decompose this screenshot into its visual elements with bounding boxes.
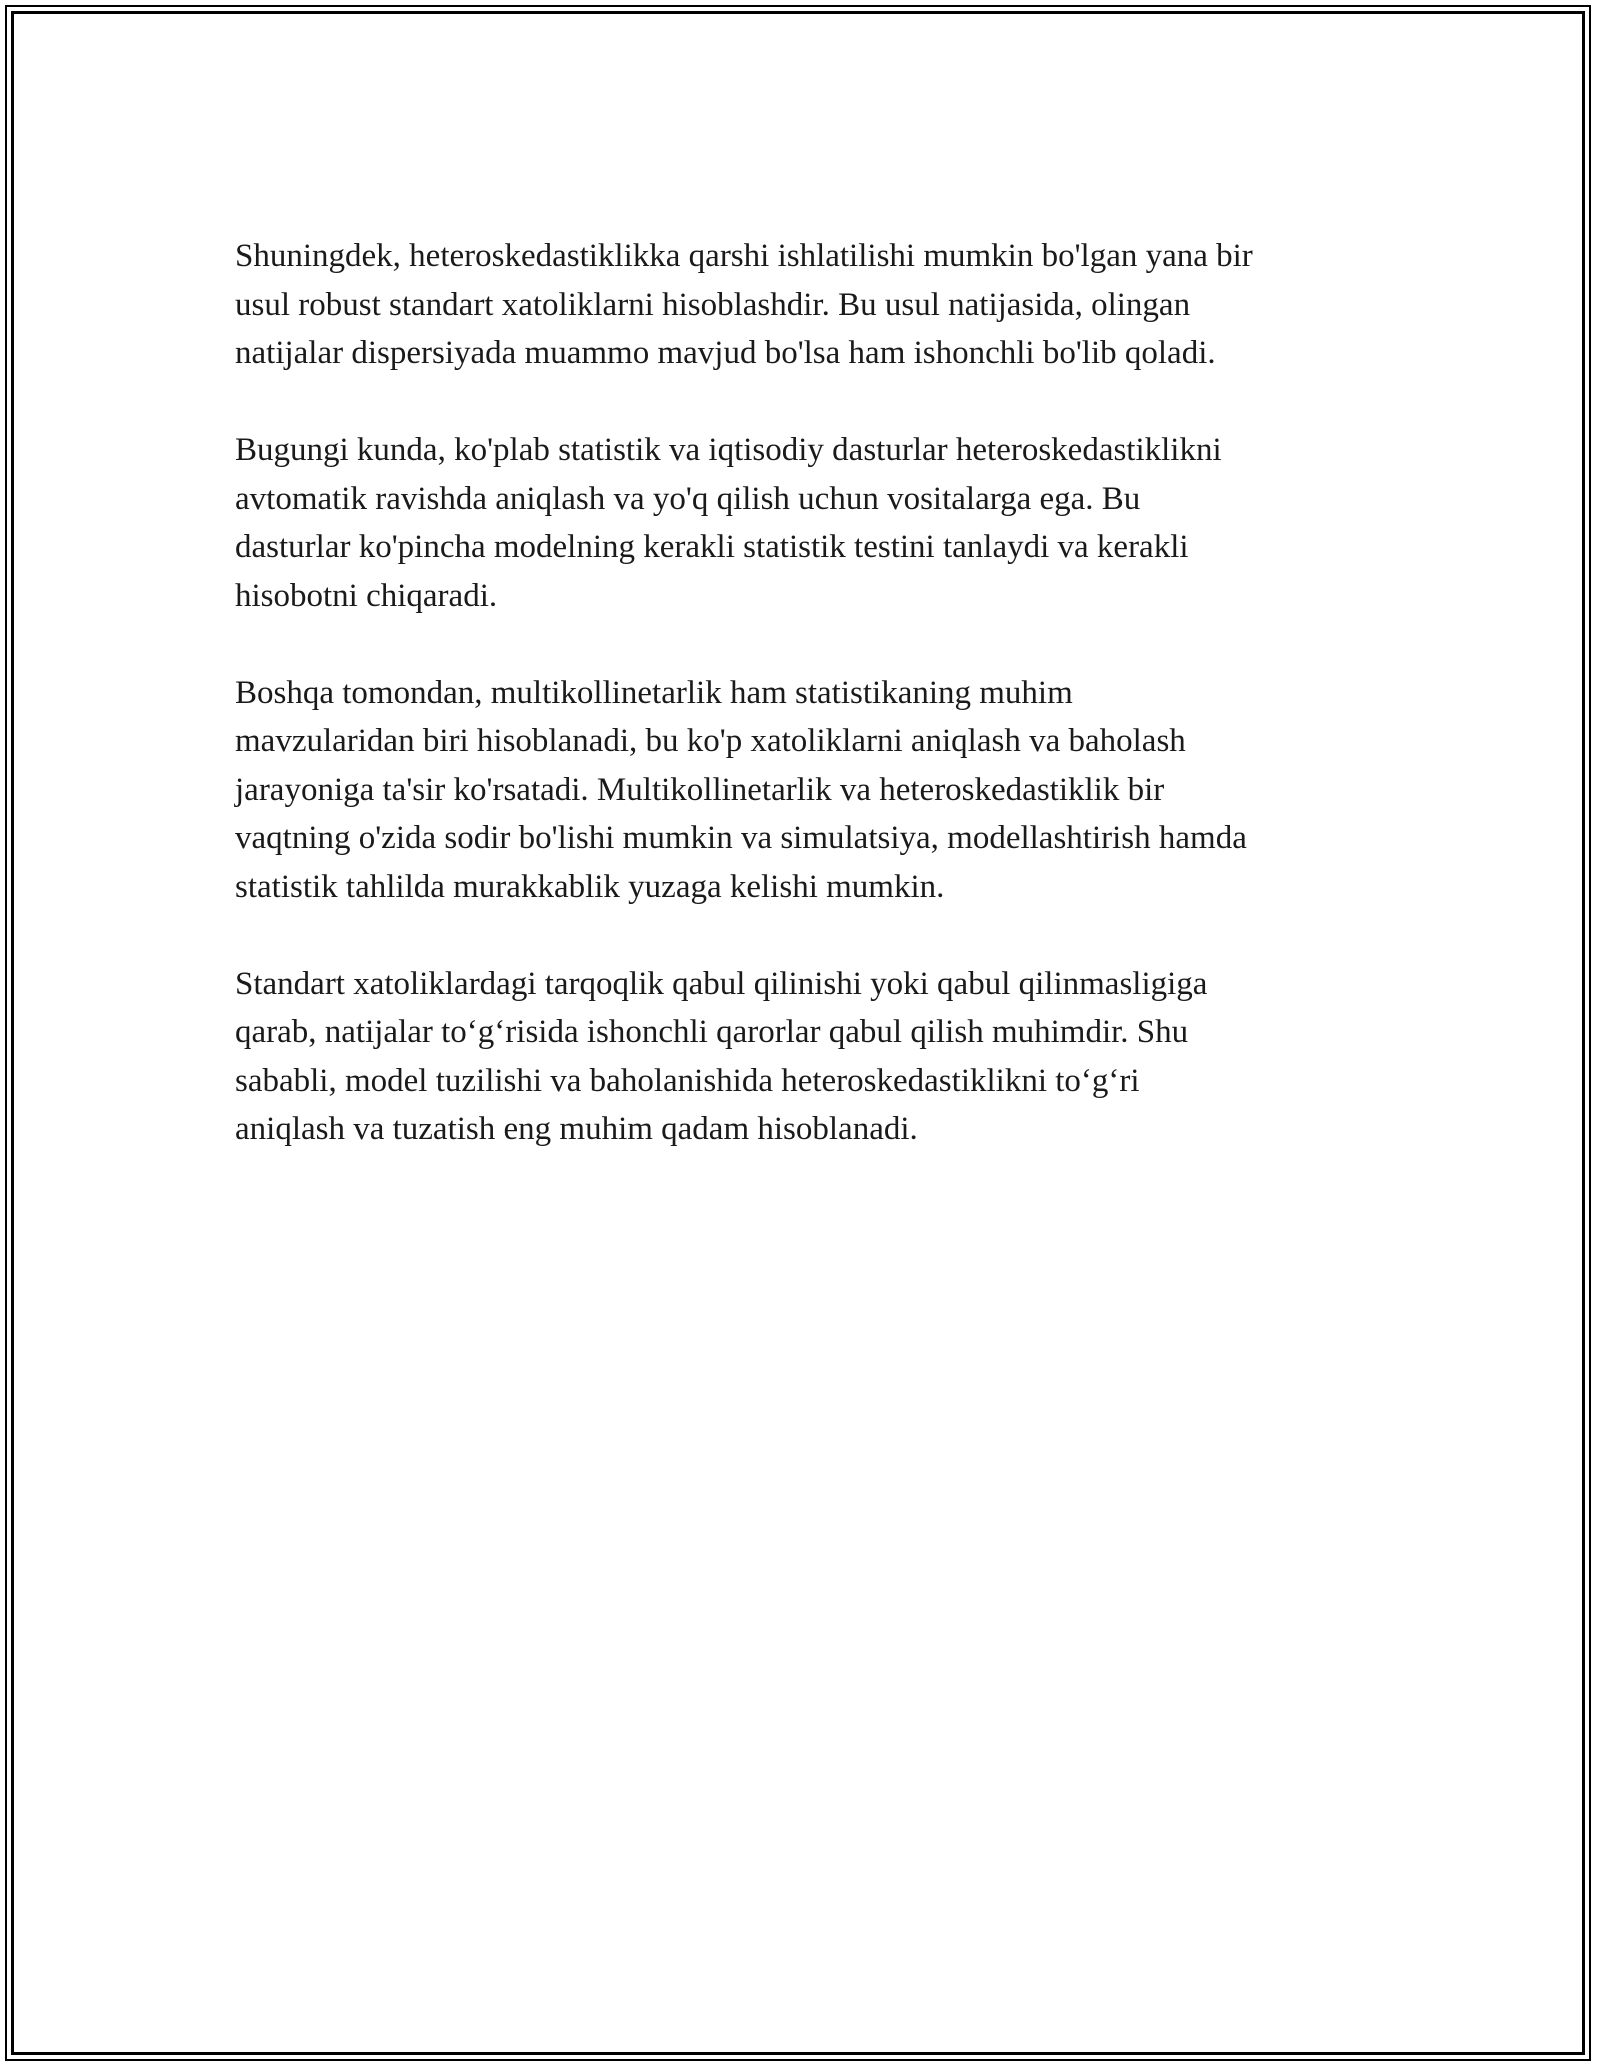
paragraph-robust-errors xyxy=(235,232,1375,378)
paragraph-line: hisobotni chiqaradi. xyxy=(235,577,498,614)
paragraph-line: usul robust standart xatoliklarni hisoblashdir. Bu usul natijasida, olingan xyxy=(235,286,1191,323)
paragraph-conclusion xyxy=(235,960,1375,1154)
paragraph-line: Bugungi kunda, ko'plab statistik va iqtisodiy dasturlar heteroskedastiklikni xyxy=(235,432,1222,468)
paragraph-line: aniqlash va tuzatish eng muhim qadam hisoblanadi. xyxy=(235,1111,918,1147)
paragraph-line: Boshqa tomondan, multikollinetarlik ham statistikaning muhim xyxy=(235,674,1073,711)
paragraph-line: Shuningdek, heteroskedastiklikka qarshi ishlatilishi mumkin bo'lgan yana bir xyxy=(235,238,1253,274)
paragraph-line: Standart xatoliklardagi tarqoqlik qabul qilinishi yoki qabul qilinmasligiga xyxy=(235,965,1208,1002)
paragraph-line: natijalar dispersiyada muammo mavjud bo'lsa ham ishonchli bo'lib qoladi. xyxy=(235,335,1216,371)
paragraph-line: sababli, model tuzilishi va baholanishida heteroskedastiklikni to‘g‘ri xyxy=(235,1062,1140,1099)
paragraph-software-tools xyxy=(235,426,1375,620)
paragraph-line: dasturlar ko'pincha modelning kerakli statistik testini tanlaydi va kerakli xyxy=(235,529,1189,565)
paragraph-line: vaqtning o'zida sodir bo'lishi mumkin va simulatsiya, modellashtirish hamda xyxy=(235,820,1247,856)
paragraph-line: jarayoniga ta'sir ko'rsatadi. Multikollinetarlik va heteroskedastiklik bir xyxy=(235,771,1165,808)
paragraph-multicollinearity xyxy=(235,669,1375,912)
paragraph-line: qarab, natijalar to‘g‘risida ishonchli qarorlar qabul qilish muhimdir. Shu xyxy=(235,1014,1189,1050)
paragraph-line: mavzularidan biri hisoblanadi, bu ko'p xatoliklarni aniqlash va baholash xyxy=(235,723,1186,759)
document-body xyxy=(235,232,1375,1202)
paragraph-line: statistik tahlilda murakkablik yuzaga kelishi mumkin. xyxy=(235,868,945,905)
paragraph-line: avtomatik ravishda aniqlash va yo'q qilish uchun vositalarga ega. Bu xyxy=(235,480,1141,517)
